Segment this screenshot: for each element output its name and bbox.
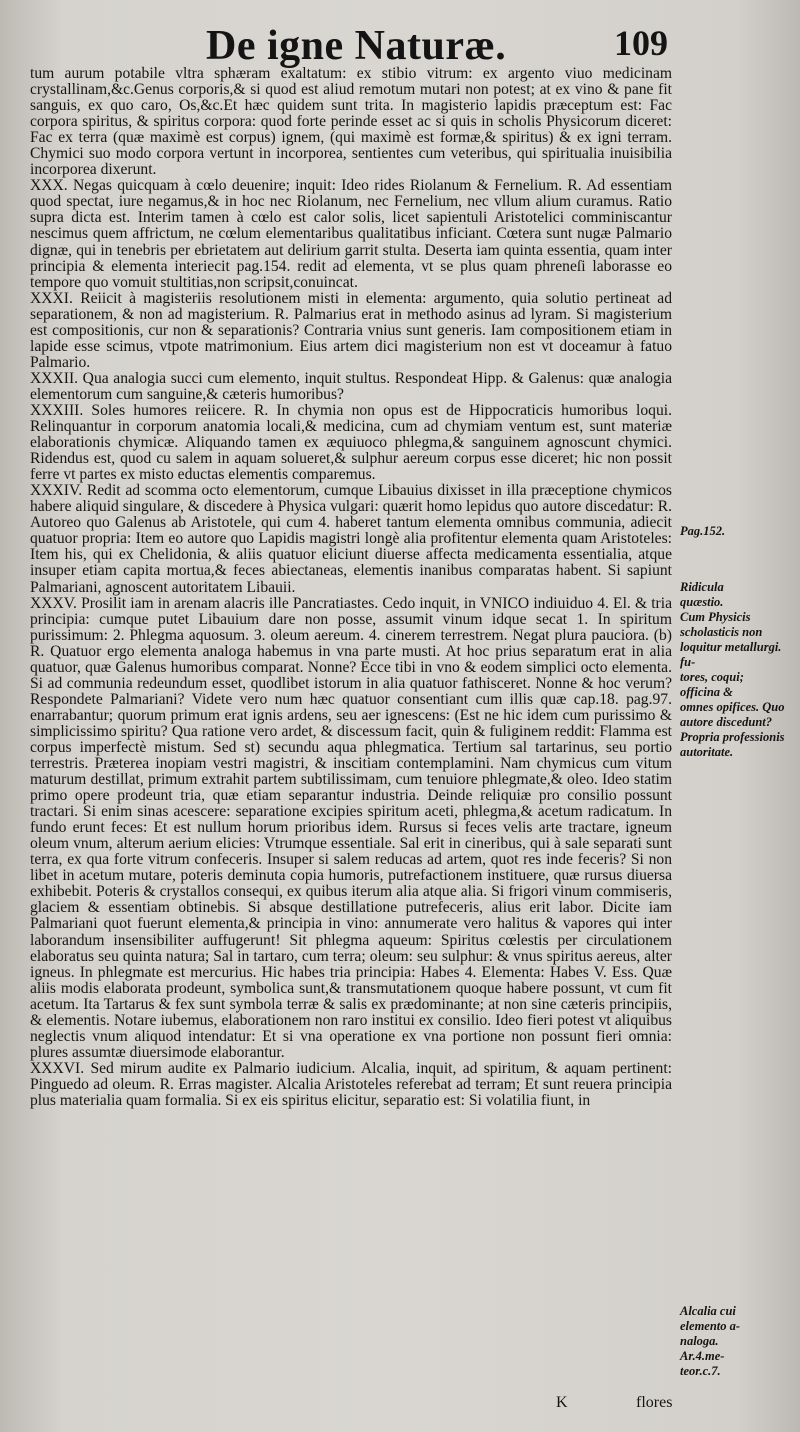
section-xxxii: XXXII. Qua analogia succi cum elemento, inquit stultus. Respondeat Hipp. & Galenus: quæ analogia elementorum cum sanguine,& cæteris humoribus? xyxy=(30,369,672,403)
section-xxx: XXX. Negas quicquam à cœlo deuenire; inquit: Ideo rides Riolanum & Fernelium. R. Ad essentiam quod spectat, iure negamus,& in hoc nec Riolanum, nec Fernelium, nec vllum alium curamus. Ratio supra dicta est. Interim tamen à cœlo est calor solis, licet sapientuli Aristotelici comminiscantur nescimus quem affrictum, ne cœlum elementaribus qualitatibus inficiant. Cœtera sunt nugæ Palmario dignæ, qui in tenebris per ebrietatem aut delirium garrit stulta. Deserta iam quinta essentia, quam inter principia & elementa interiecit pag.154. redit ad elementa, vt se plus quam phreneſi laborasse eo tempore quo vomuit stultitias,non scripsit,conuincat. xyxy=(30,177,672,291)
margin-note-page-ref: Pag.152. xyxy=(680,524,726,538)
section-xxxvi: XXXVI. Sed mirum audite ex Palmario iudicium. Alcalia, inquit, ad spiritum, & aquam pertinent: Pinguedo ad oleum. R. Erras magister. Alcalia Aristoteles referebat ad terram; Et sunt reuera principia plus materialia quam formalia. Si ex eis spiritus elicitur, separatio est: Si volatilia fiunt, in xyxy=(30,1059,672,1109)
main-text-column xyxy=(30,66,672,1109)
section-xxxv: XXXV. Prosilit iam in arenam alacris ille Pancratiastes. Cedo inquit, in VNICO indiuiduo 4. El. & tria principia: cumque putet Libauium dare non posse, assumit vinum idque secat 1. In spiritum purissimum: 2. Phlegma aquosum. 3. oleum aereum. 4. cinerem terrestrem. Negat plura pauciora. (b) R. Quatuor ergo elementa analoga habemus in vna parte musti. At hoc prius separatum erat in alia quatuor, quæ Galenus humoribus comparat. Nonne? Ecce tibi in vno & eodem simplici octo elementa. Si ad communia redeundum esset, quodlibet istorum in alia quatuor fathisceret. Nonne & hoc verum? Respondete Palmariani? Videte vero num hæc quatuor consentiant cum illis quæ cap.18. pag.97. enarrabantur; quorum primum erat ignis ardens, seu aer ignescens: (Est ne hic idem cum purissimo & simplicissimo spiritu? Qua ratione vero ardet, & discessum facit, quin & fuliginem reddit: Flamma est corpus imperfectè mistum. Sed st) secundu aqua phlegmatica. Tertium sal tartarinus, seu portio terrestris. Præterea inopiam vestri magistri, & inscitiam contemplamini. Nam chymicus cum vitum maturum destillat, primum extrahit partem subtilissimam, cum tenuiore phlegmate,& oleo. Ideo statim primo opere prodeunt tria, quæ etiam separantur industria. Deinde reliquiæ pro consilio possunt tractari. Si enim sinas acescere: separatione excipies spiritum aceti, phlegma,& acetum radicatum. In fundo erunt feces: Et est nullum horum prioribus idem. Rursus si feces velis arte tractare, igneum oleum vnum, alterum aerium elicies: Vtrumque essentiale. Sal erit in cineribus, qui à sale separati sunt terra, ex qua forte vitrum confeceris. Insuper si salem reducas ad artem, quot res inde feceris? Si non libet in acetum mutare, poteris deminuta copia humoris, putrefactionem instituere, quæ rursus diuersa exhibebit. Poteris & crystallos consequi, ex quibus iterum alia atque alia. Si frigori vinum commiseris, glaciem & essentiam obtinebis. Si absque destillatione putrefeceris, alius erit labor. Dicite iam Palmariani quot fuerunt elementa,& principia in vino: annumerate vero halitus & vapores qui inter laborandum insensibiliter auffugerunt! Sit phlegma aqueum: Spiritus cœlestis per circulationem elaboratus seu quinta natura; Sal in tartaro, cum terra; oleum: seu sulphur: & vnus spiritus aereus, alter igneus. In phlegmate est mercurius. Hic habes tria principia: Habes 4. Elementa: Habes V. Ess. Quæ aliis modis elaborata prodeunt, symbolica sunt,& transmutationem quoque habere possunt, vt cum fit acetum. Ita Tartarus & fex sunt symbola terræ & salis ex prædominante; at non sine cæteris principiis, & elementis. Notare iubemus, elaborationem non raro institui ex consilio. Ideo fieri potest vt aliquibus neglectis vnum aliquod intendatur: Et si vna operatione ex vna portione non possunt fieri omnia: plures assumtæ diuersimode elaborantur. xyxy=(30,594,672,1061)
margin-note-alcalia: Alcalia cui elemento a- naloga. Ar.4.me- teor.c.7. xyxy=(680,1304,741,1378)
section-xxxi: XXXI. Reiicit à magisteriis resolutionem misti in elementa: argumento, quia solutio pertineat ad separationem, & non ad magisterium. R. Palmarius erat in methodo asinus ad lyram. Si magisterium est compositionis, cur non & separationis? Contraria vnius sunt generis. Iam compositionem etiam in lapide esse scimus, vtpote matrimonium. Eius artem dici magisterium non est vt doceamur à fatuo Palmario. xyxy=(30,289,672,371)
catchword: flores xyxy=(636,1394,673,1411)
page-number: 109 xyxy=(614,23,668,63)
running-title: De igne Naturæ. xyxy=(206,23,507,69)
margin-note-ridicula: Ridicula quæstio. Cum Physicis scholasticis non loquitur metallurgi. fu- tores, coqui; officina & omnes opifices. Quo autore discedunt? Propria professionis autoritate. xyxy=(680,580,785,759)
signature-mark: K xyxy=(556,1394,568,1411)
section-xxxiii: XXXIII. Soles humores reiicere. R. In chymia non opus est de Hippocraticis humoribus loqui. Relinquantur in corporum anatomia locali,& medicina, cum ad chymiam ventum est, sunt materiæ elaborationis chymicæ. Aliquando tamen ex æquiuoco phlegma,& sanguinem agnoscunt chymici. Ridendus est, quod cu salem in aquam solueret,& sulphur aereum corpus esse diceret; hic non possit ferre vt partes ex misto eductas elementis comparemus. xyxy=(30,401,672,484)
paragraph: tum aurum potabile vltra sphæram exaltatum: ex stibio vitrum: ex argento viuo medicinam crystallinam,&c.Genus corporis,& si quod est aliud remotum mutari non potest; at ex vino & pane fit sanguis, ex quo caro, Os,&c.Et hæc quidem sunt trita. In magisterio lapidis præceptum est: Fac corpora spiritus, & spiritus corpora: quod forte perinde esset ac si quis in scholis Physicorum diceret: Fac ex terra (quæ maximè est corpus) ignem, (qui maximè est formæ,& spiritus) & ex igni terram. Chymici suo modo corpora vertunt in incorporea, sentientes cum veteribus, qui spiritualia inuisibilia incorporea dixerunt. xyxy=(30,65,672,179)
section-xxxiv: XXXIV. Redit ad scomma octo elementorum, cumque Libauius dixisset in illa præceptione chymicos habere aliquid singulare, & discedere à Physica vulgari: quærit homo lepidus quo autore discedatur: R. Autoreo quo Galenus ab Aristotele, qui cum 4. haberet tantum elementa omnibus communia, adiecit quatuor propria: Item eo autore quo Lapidis magistri longè alia profitentur elementa quam Aristoteles: Item his, qui ex Chelidonia, & aliis quatuor eliciunt diuerse affecta medicamenta essentialia, atque insuper etiam capita mortua,& feces abiectaneas, elementis inanibus comparatas habent. Si sapiunt Palmariani, agnoscent autoritatem Libauii. xyxy=(30,482,672,596)
